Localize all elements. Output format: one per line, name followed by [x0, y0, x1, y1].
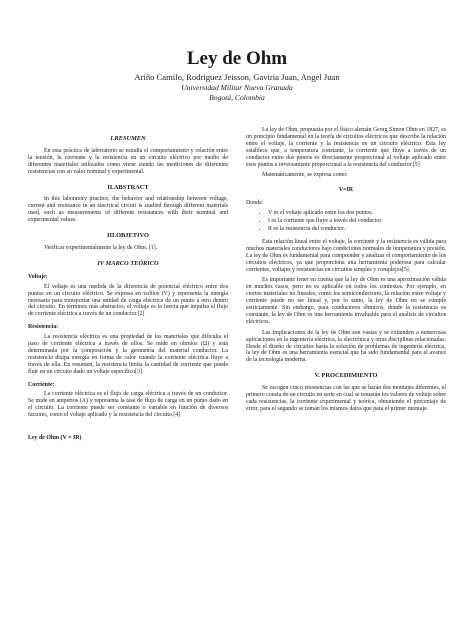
- list-item: • V es el voltaje aplicado entre los dos puntos.: [268, 210, 446, 217]
- left-column: [28, 127, 228, 445]
- procedimiento-text: Se escogen cinco resistencias con las que se harán dos montajes diferentes, el primero consta de un circuito en serie en cual se tomarán los valores de voltaje sobre cada resistencias, la corriente experimental y teórica, obteniendo el porcentaje de error, para el segundo se toman los mismos datos que para el primer montaje.: [246, 385, 446, 412]
- paper-title: Ley de Ohm: [186, 48, 288, 69]
- resistencia-text: La resistencia eléctrica es una propiedad de los materiales que dificulta el paso de corriente eléctrica a través de ellos. Se mide en ohmios (Ω) y está determinada por la composición y la geometría del material conductor. La resistencia disipa energía en forma de calor cuando la corriente eléctrica fluye a través de ella. En resumen, la resistencia limita la cantidad de corriente que puede fluir en un circuito dado un voltaje específico[3]: [28, 334, 228, 375]
- limitations-paragraph: Es importante tener en cuenta que la ley de Ohm es una aproximación válida en muchos casos, pero no es aplicable en todos los contextos. Por ejemplo, en ciertos materiales no lineales, como los semiconductores, la relación entre voltaje y corriente puede no ser lineal y, por lo tanto, la ley de Ohm no se cumple estrictamente. Sin embargo, para conductores óhmicos, donde la resistencia es constante, la ley de Ohm es una herramienta invaluable para el análisis de circuitos eléctricos.: [246, 277, 446, 325]
- list-item: • I es la corriente que fluye a través del conductor.: [268, 218, 446, 225]
- paper-header: [28, 48, 446, 103]
- corriente-subheading: Corriente:: [28, 381, 55, 388]
- author-list: Ariño Camilo, Rodriguez Jeisson, Gaviria Juan, Angel Juan: [134, 72, 340, 82]
- university-name: Universidad Militar Nueva Granada: [181, 83, 293, 92]
- procedimiento-heading: V. PROCEDIMIENTO: [314, 372, 378, 380]
- implications-paragraph: Las implicaciones de la ley de Ohm son vastas y se extienden a numerosas aplicaciones en la ingeniería eléctrica, la electrónica y otras disciplinas relacionadas. Desde el diseño de circuitos hasta la solución de problemas de ingeniería eléctrica, la ley de Ohm es una herramienta esencial que ha sido fundamental para el avance de la tecnología moderna.: [246, 329, 446, 364]
- ohm-formula: V=IR: [338, 187, 354, 194]
- donde-label: Donde:: [246, 200, 264, 207]
- variable-list: [246, 210, 446, 233]
- intro-paragraph: La ley de Ohm, propuesta por el físico alemán Georg Simon Ohm en 1827, es un principio fundamental en la teoría de circuitos eléctricos que describe la relación entre el voltaje, la corriente y la resistencia en un circuito eléctrico. Esta ley establece que, a temperatura constante, la corriente que fluye a través de un conductor entre dos puntos es directamente proporcional al voltaje aplicado entre esos puntos e inversamente proporcional a la resistencia del conductor.[5]: [246, 127, 446, 168]
- objetivo-text: Verificar experimentalmente la ley de Ohm. [1].: [44, 244, 158, 251]
- objetivo-heading: III.OBJETIVO: [107, 232, 149, 240]
- voltaje-text: El voltaje es una medida de la diferencia de potencial eléctrico entre dos puntos en un circuito eléctrico. Se expresa en voltios (V) y representa la energía necesaria para transportar una unidad de carga eléctrica de un punto a otro dentro del circuito. En términos más abstractos, el voltaje es la fuerza que impulsa el flujo de corriente eléctrica a través de un conductor.[2]: [28, 283, 228, 318]
- resistencia-subheading: Resistencia:: [28, 324, 59, 331]
- abstract-text: In this laboratory practice, the behavior and relationship between voltage, current and resistance in an electrical circuit is studied through different materials used, such as measurements of different resistances with their nominal and experimental values.: [28, 196, 228, 224]
- right-column: [246, 127, 446, 445]
- abstract-heading: II.ABSTRACT: [107, 183, 149, 191]
- two-column-body: [28, 127, 446, 445]
- city-location: Bogotá, Colombia: [209, 93, 265, 102]
- math-intro: Matemáticamente, se expresa como:: [262, 172, 348, 179]
- corriente-text: La corriente eléctrica es el flujo de carga eléctrica a través de un conductor. Se mide en amperios (A) y representa la tasa de flujo de carga en un punto dado en el circuito. La corriente puede ser constante o variable en función de diversos factores, como el voltaje aplicado y la resistencia del circuito.[4]: [28, 391, 228, 419]
- linear-relation-paragraph: Esta relación lineal entre el voltaje, la corriente y la resistencia es válida para muchos materiales conductores bajo condiciones normales de temperatura y presión. La ley de Ohm es fundamental para comprender y analizar el comportamiento de los circuitos eléctricos, ya que proporciona una herramienta poderosa para calcular corrientes, voltajes y resistencias en circuitos simples y complejos[5].: [246, 238, 446, 273]
- marco-teorico-heading: IV MARCO TEÓRICO: [97, 259, 159, 267]
- voltaje-subheading: Voltaje:: [28, 273, 48, 280]
- resumen-heading: I.RESUMEN: [110, 135, 146, 142]
- resumen-text: En esta práctica de laboratorio se estudia el comportamiento y relación entre la tensión, la corriente y la resistencia en un circuito eléctrico por medio de diferentes materiales utilizados como viene siendo las mediciones de diferentes resistencias con su valor nominal y experimental.: [28, 147, 228, 175]
- ley-de-ohm-subheading: Ley de Ohm (V = IR): [28, 435, 82, 442]
- list-item: • R es la resistencia del conductor.: [268, 226, 446, 233]
